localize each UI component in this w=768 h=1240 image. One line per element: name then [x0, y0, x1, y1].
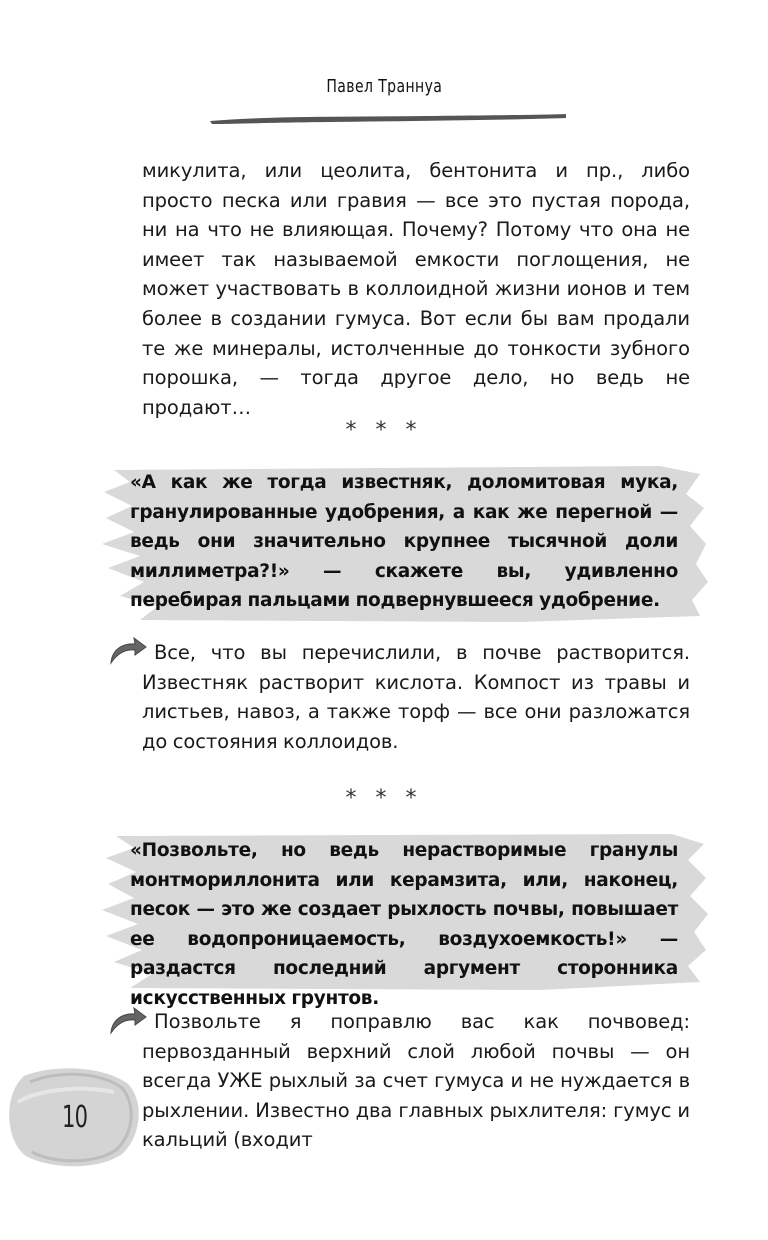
header-rule — [208, 112, 568, 126]
answer-text: Позвольте я поправлю вас как почвовед: первозданный верхний слой любой почвы — он всегда УЖЕ рыхлый за счет гумуса и не нуждается в рыхлении. Известно два главных рыхлителя: гумус и кальций (входит — [142, 1010, 690, 1152]
question-block — [100, 832, 720, 1009]
section-separator: * * * — [345, 418, 423, 443]
section-separator: * * * — [345, 786, 423, 811]
running-header — [0, 76, 768, 97]
intro-paragraph — [142, 156, 690, 422]
answer-text: Все, что вы перечислили, в почве растворится. Известняк растворит кислота. Компост из травы и листьев, навоз, а также торф — все они разложатся до состояния коллоидов. — [142, 641, 690, 753]
intro-paragraph-text: микулита, или цеолита, бентонита и пр., либо просто песка или гравия — все это пустая порода, ни на что не влияющая. Почему? Потому что она не имеет так называемой емкости поглощения, не может участвовать в коллоидной жизни ионов и тем более в создании гумуса. Вот если бы вам продали те же минералы, истолченные до тонкости зубного порошка, — тогда другое дело, но ведь не продают… — [142, 159, 690, 419]
header-author: Павел Траннуа — [326, 76, 442, 97]
answer-paragraph — [142, 1007, 690, 1155]
question-block — [100, 464, 720, 624]
answer-paragraph — [142, 638, 690, 756]
question-text: «Позвольте, но ведь нерастворимые гранулы монтмориллонита или керамзита, или, наконец, песок — это же создает рыхлость почвы, повышает ее водопроницаемость, воздухоемкость!» — раздастся последний аргумент сторонника искусственных грунтов. — [130, 840, 678, 1009]
question-text: «А как же тогда известняк, доломитовая мука, гранулированные удобрения, а как же перегной — ведь они значительно крупнее тысячной доли миллиметра?!» — скажете вы, удивленно перебирая пальцами подвернувшееся удобрение. — [130, 472, 678, 611]
page-number: 10 — [62, 1100, 88, 1135]
